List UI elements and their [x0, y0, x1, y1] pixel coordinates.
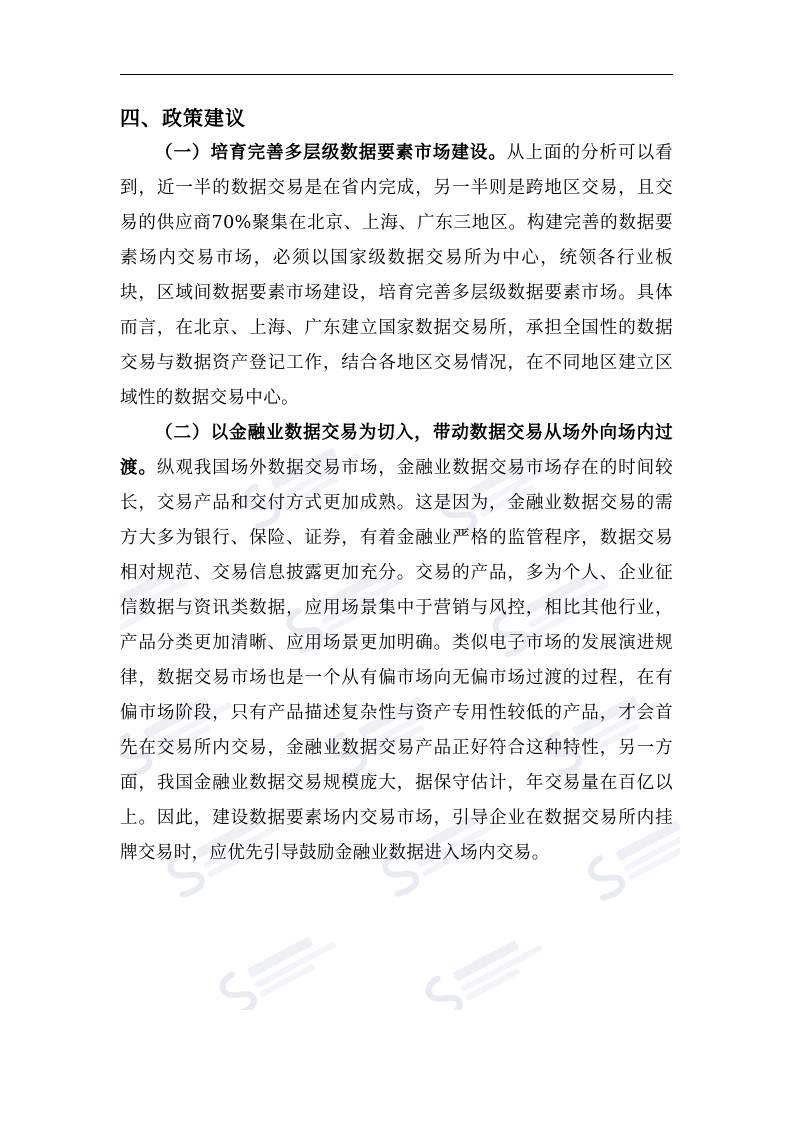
- paragraph-1-lead: （一）培育完善多层级数据要素市场建设。: [155, 143, 507, 163]
- paragraph-2-lead: （二）以金融业数据交易为切入，带动数据交易从场外向场内过渡。: [120, 423, 673, 478]
- document-body: [120, 100, 673, 871]
- paragraph-1: [120, 136, 673, 416]
- paragraph-2-body: 纵观我国场外数据交易市场，金融业数据交易市场存在的时间较长，交易产品和交付方式更加成熟。这是因为，金融业数据交易的需方大多为银行、保险、证券，有着金融业严格的监管程序，数据交易相对规范、交易信息披露更加充分。交易的产品，多为个人、企业征信数据与资讯类数据，应用场景集中于营销与风控，相比其他行业，产品分类更加清晰、应用场景更加明确。类似电子市场的发展演进规律，数据交易市场也是一个从有偏市场向无偏市场过渡的过程，在有偏市场阶段，只有产品描述复杂性与资产专用性较低的产品，才会首先在交易所内交易，金融业数据交易产品正好符合这种特性，另一方面，我国金融业数据交易规模庞大，据保守估计，年交易量在百亿以上。因此，建设数据要素场内交易市场，引导企业在数据交易所内挂牌交易时，应优先引导鼓励金融业数据进入场内交易。: [120, 458, 673, 863]
- paragraph-2: [120, 416, 673, 871]
- section-heading: 四、政策建议: [120, 106, 246, 130]
- header-rule: [120, 74, 673, 75]
- paragraph-1-body: 从上面的分析可以看到，近一半的数据交易是在省内完成，另一半则是跨地区交易，且交易的供应商70%聚集在北京、上海、广东三地区。构建完善的数据要素场内交易市场，必须以国家级数据交易所为中心，统领各行业板块，区域间数据要素市场建设，培育完善多层级数据要素市场。具体而言，在北京、上海、广东建立国家数据交易所，承担全国性的数据交易与数据资产登记工作，结合各地区交易情况，在不同地区建立区域性的数据交易中心。: [120, 143, 673, 408]
